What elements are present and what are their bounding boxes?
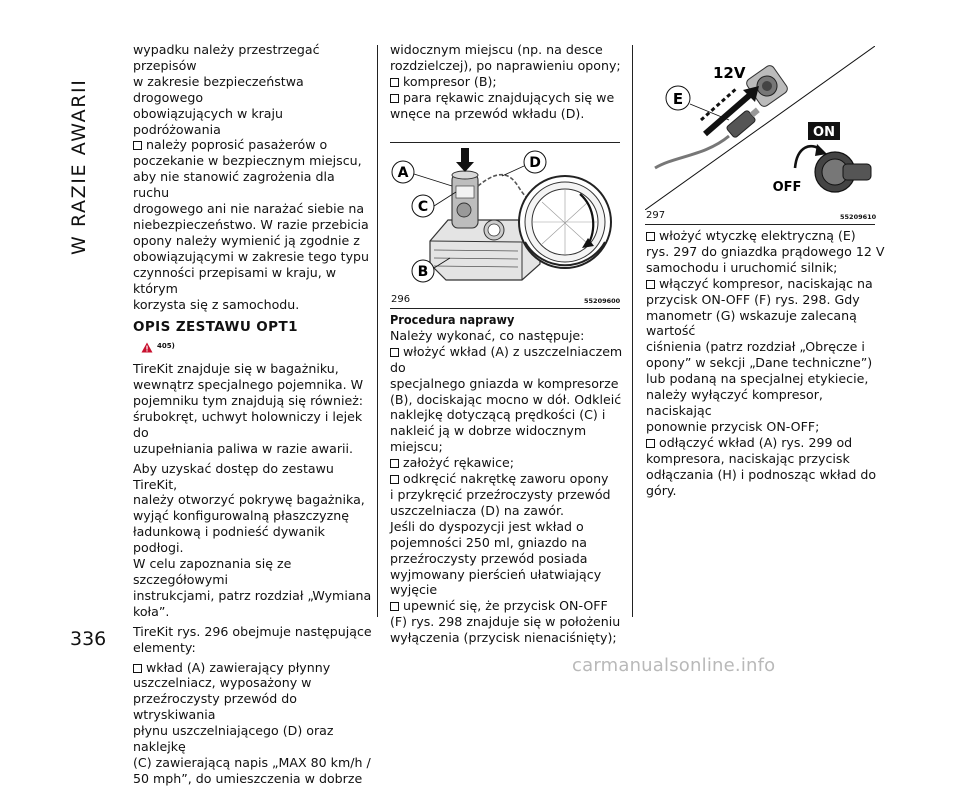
bullet-box-icon: [133, 664, 142, 673]
c1-para1: wypadku należy przestrzegać przepisów w zakresie bezpieczeństwa drogowego obowiązujących w kraju podróżowania: [133, 42, 320, 137]
bullet-box-icon: [390, 602, 399, 611]
c1-bullet1: należy poprosić pasażerów o poczekanie w bezpiecznym miejscu, aby nie stanowić zagrożenia dla ruchu drogowego ani nie narażać siebie na niebezpieczeństwo. W razie przebicia opony należy wymienić ją zgodnie z obowiązującymi w zakresie tego typu czynności przepisami w kraju, w którym korzysta się z samochodu.: [133, 137, 370, 312]
bullet-box-icon: [646, 280, 655, 289]
label-d: D: [529, 155, 541, 171]
figure-296-code: 55209600: [584, 297, 621, 305]
label-a: A: [397, 165, 409, 181]
bullet-box-icon: [390, 348, 399, 357]
label-b: B: [417, 264, 429, 280]
procedure-heading: Procedura naprawy: [390, 312, 515, 327]
c1-para3: Aby uzyskać dostęp do zestawu TireKit, należy otworzyć pokrywę bagażnika, wyjąć konfigurowalną płaszczyznę ładunkową i podnieść dywanik podłogi. W celu zapoznania się ze szczegółowymi instrukcjami, patrz rozdział „Wymiana koła”.: [133, 460, 372, 619]
label-12v: 12V: [713, 64, 746, 82]
figure-297-power-socket: [645, 46, 875, 210]
bullet-box-icon: [390, 475, 399, 484]
column-divider-left: [377, 45, 378, 617]
page-number: 336: [70, 628, 107, 650]
c1-para4: TireKit rys. 296 obejmuje następujące elementy:: [133, 623, 372, 655]
warning-triangle-icon: [141, 342, 153, 353]
figure-296-top-rule: [390, 142, 620, 143]
label-e: E: [672, 90, 684, 108]
column-3: włożyć wtyczkę elektryczną (E) rys. 297 do gniazdka prądowego 12 V samochodu i uruchomić silnik; włączyć kompresor, naciskając na przycisk ON-OFF (F) rys. 298. Gdy manometr (G) wskazuje zalecaną wartość ciśnienia (patrz rozdział „Obręcze i opony” w sekcji „Dane techniczne”) lub podaną na specjalnej etykiecie, należy wyłączyć kompresor, naciskając ponownie przycisk ON-OFF; odłączyć wkład (A) rys. 299 od kompresora, naciskając przycisk odłączania (H) i podnosząc wkład do góry.: [646, 228, 885, 498]
column-2-top: widocznym miejscu (np. na desce rozdzielczej), po naprawieniu opony; kompresor (B); para rękawic znajdujących się we wnęce na przewód wkładu (D).: [390, 42, 621, 121]
bullet-box-icon: [646, 439, 655, 448]
c1-bullet2: wkład (A) zawierający płynny uszczelniacz, wyposażony w przeźroczysty przewód do wtryskiwania płynu uszczelniającego (D) oraz naklejkę (C) zawierającą napis „MAX 80 km/h / 50 mph”, do umieszczenia w dobrze: [133, 659, 371, 786]
bullet-box-icon: [390, 459, 399, 468]
figure-297-number: 297: [646, 210, 666, 221]
label-on: ON: [813, 125, 835, 140]
c1-para2: TireKit znajduje się w bagażniku, wewnątrz specjalnego pojemnika. W pojemniku tym znajdują się również: śrubokręt, uchwyt holowniczy i lejek do uzupełniania paliwa w razie awarii.: [133, 361, 364, 456]
bullet-box-icon: [390, 94, 399, 103]
column-2-bottom: Procedura naprawy Należy wykonać, co następuje: włożyć wkład (A) z uszczelniaczem do specjalnego gniazda w kompresorze (B), dociskając mocno w dół. Odkleić naklejkę dotyczącą prędkości (C) i nakleić ją w dobrze widocznym miejscu; założyć rękawice; odkręcić nakrętkę zaworu opony i przykręcić przeźroczysty przewód uszczelniacza (D) na zawór. Jeśli do dyspozycji jest wkład o pojemności 250 ml, gniazdo na przeźroczysty przewód posiada wyjmowany pierścień ułatwiający wyjęcie upewnić się, że przycisk ON-OFF (F) rys. 298 znajduje się w położeniu wyłączenia (przycisk nienaciśnięty);: [390, 312, 630, 646]
column-1: [133, 42, 373, 787]
bullet-box-icon: [133, 141, 142, 150]
label-c: C: [417, 199, 429, 215]
warning-reference: 405): [141, 339, 373, 355]
figure-296-tirekit: [390, 146, 620, 292]
watermark: carmanualsonline.info: [572, 655, 776, 676]
label-off: OFF: [772, 180, 802, 195]
figure-297-bottom-rule: [645, 224, 875, 225]
chapter-title: W RAZIE AWARII: [68, 78, 90, 255]
section-heading: OPIS ZESTAWU OPT1: [133, 319, 298, 336]
figure-296-number: 296: [391, 294, 411, 305]
figure-296-bottom-rule: [390, 308, 620, 309]
column-divider-right: [632, 45, 633, 617]
figure-297-code: 55209610: [840, 213, 877, 221]
bullet-box-icon: [646, 232, 655, 241]
bullet-box-icon: [390, 78, 399, 87]
